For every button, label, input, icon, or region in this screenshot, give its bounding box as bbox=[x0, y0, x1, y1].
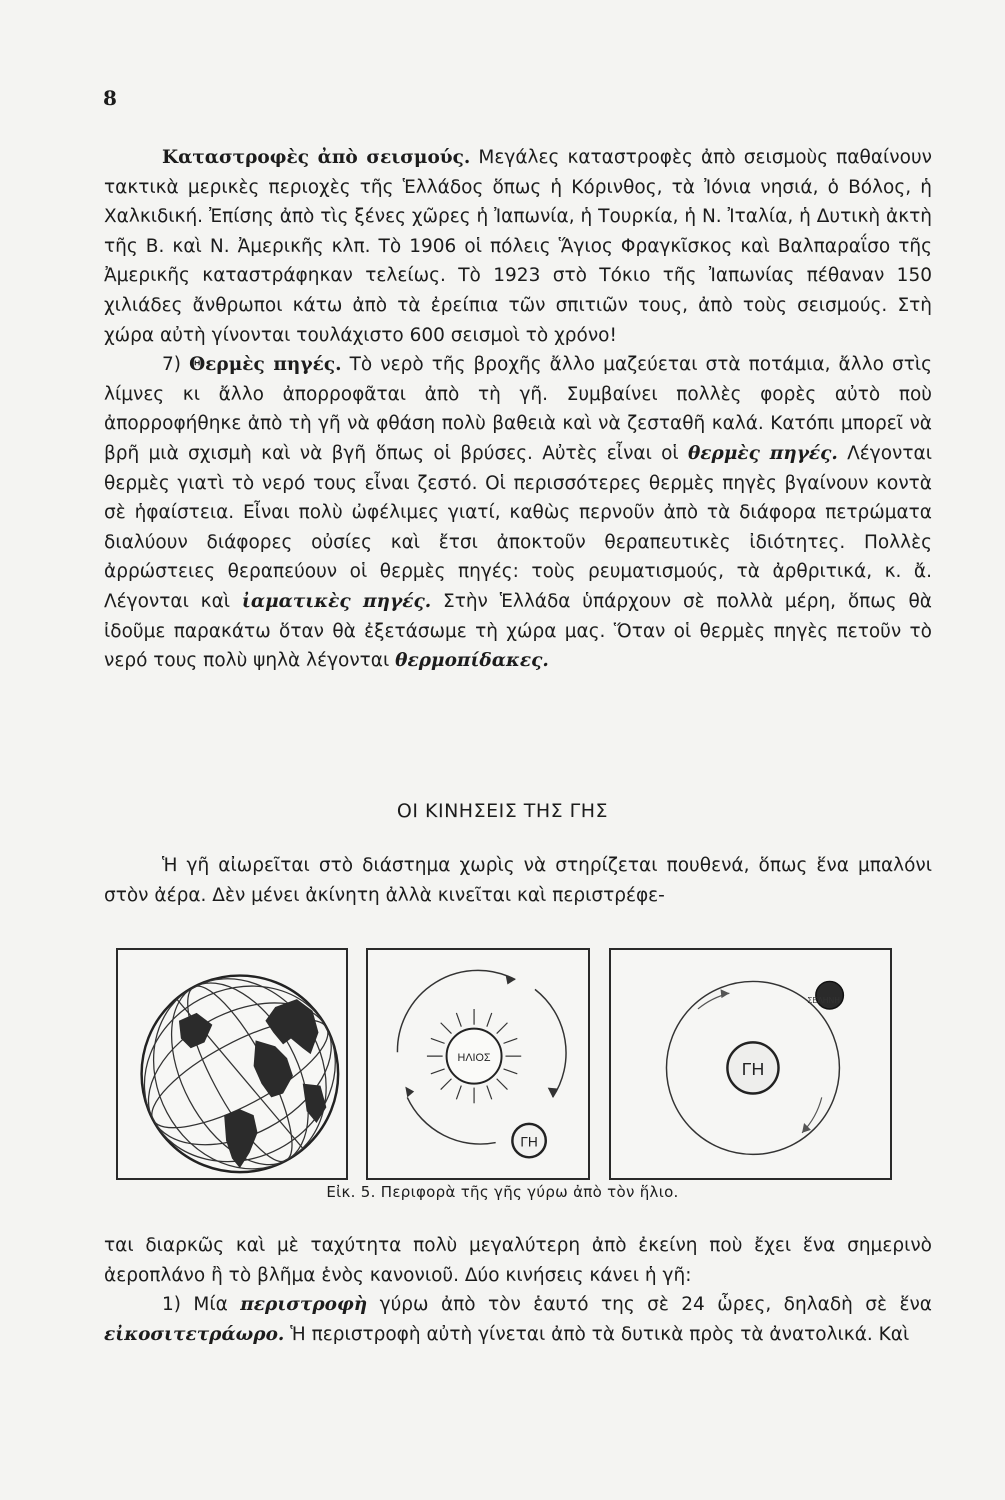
sun-orbit-illustration bbox=[368, 950, 588, 1178]
hot-springs-text-3: Στὴν Ἑλλάδα ὑπάρχουν σὲ πολλὰ μέρη, ὅπως θὰ ἰδοῦμε παρακάτω ὅταν θὰ ἐξετάσωμε τὴ χώρα μας. Ὅταν οἱ θερμὲς πηγὲς πετοῦν τὸ νερό τους πολὺ ψηλὰ λέγονται bbox=[104, 590, 932, 672]
moon-orbit-illustration bbox=[611, 950, 890, 1178]
hot-springs-heading: Θερμὲς πηγές. bbox=[189, 354, 342, 376]
hot-springs-term-1: θερμὲς πηγές. bbox=[687, 442, 838, 464]
hot-springs-term-2: ἰαματικὲς πηγές. bbox=[241, 590, 432, 612]
motions-intro-section bbox=[104, 851, 932, 910]
hot-springs-number: 7) bbox=[162, 354, 181, 376]
day-term: εἰκοσιτετράωρο. bbox=[104, 1323, 285, 1345]
rotation-term: περιστροφὴ bbox=[240, 1294, 368, 1316]
rotation-text-1: γύρω ἀπὸ τὸν ἑαυτό της σὲ 24 ὧρες, δηλαδὴ σὲ ἕνα bbox=[367, 1294, 932, 1316]
earth-center-label: ΓΗ bbox=[741, 1058, 765, 1079]
hot-springs-paragraph bbox=[104, 350, 932, 676]
continuation-paragraph: ται διαρκῶς καὶ μὲ ταχύτητα πολὺ μεγαλύτερη ἀπὸ ἐκείνη ποὺ ἔχει ἕνα σημερινὸ ἀεροπλάνο ἢ τὸ βλῆμα ἑνὸς κανονιοῦ. Δύο κινήσεις κάνει ἡ γῆ: bbox=[104, 1235, 932, 1286]
figure-moon-orbit-panel bbox=[609, 948, 892, 1180]
sun-label: ΗΛΙΟΣ bbox=[457, 1052, 491, 1065]
moon-label: ΣΕΛΗΝΗ bbox=[807, 996, 840, 1006]
moon-orbit-arrow-upper-icon bbox=[721, 989, 730, 998]
earth-orbit-label: ΓΗ bbox=[520, 1134, 538, 1150]
rotation-paragraph bbox=[104, 1290, 932, 1349]
hot-springs-text-2: Λέγονται θερμὲς γιατὶ τὸ νερό τους εἶναι ζεστό. Οἱ περισσότερες θερμὲς πηγὲς βγαίνουν κοντὰ σὲ ἡφαίστεια. Εἶναι πολὺ ὠφέλιμες γιατί, καθὼς περνοῦν ἀπὸ τὰ διάφορα πετρώματα διαλύουν διάφορες οὐσίες καὶ ἔτσι ἀποκτοῦν θεραπευτικὲς ἰδιότητες. Πολλὲς ἀρρώστειες θεραπεύουν οἱ θερμὲς πηγές: τοὺς ρευματισμούς, τὰ ἀρθριτικά, κ. ἄ. Λέγονται καὶ bbox=[104, 442, 932, 612]
motions-intro-paragraph: Ἡ γῆ αἰωρεῖται στὸ διάστημα χωρὶς νὰ στηρίζεται πουθενά, ὅπως ἕνα μπαλόνι στὸν ἀέρα. Δὲν μένει ἀκίνητη ἀλλὰ κινεῖται καὶ περιστρέφε- bbox=[104, 855, 932, 906]
orbit-arc-right bbox=[535, 989, 566, 1097]
continuation-section bbox=[104, 1231, 932, 1349]
hot-springs-text-1: Τὸ νερὸ τῆς βροχῆς ἄλλο μαζεύεται στὰ ποτάμια, ἄλλο στὶς λίμνες κι ἄλλο ἀπορροφᾶται ἀπὸ τὴ γῆ. Συμβαίνει πολλὲς φορὲς αὐτὸ ποὺ ἀπορροφήθηκε ἀπὸ τὴ γῆ νὰ φθάση πολὺ βαθειὰ καὶ νὰ ζεσταθῆ καλά. Κατόπι μπορεῖ νὰ βρῆ μιὰ σχισμὴ καὶ νὰ βγῆ ὅπως οἱ βρύσες. Αὐτὲς εἶναι οἱ bbox=[104, 354, 932, 464]
hot-springs-term-3: θερμοπίδακες. bbox=[395, 650, 549, 672]
earthquakes-paragraph bbox=[104, 143, 932, 350]
rotation-number: 1) Μία bbox=[162, 1294, 228, 1316]
figure-sun-orbit-panel bbox=[366, 948, 590, 1180]
figure-globe-panel bbox=[116, 948, 348, 1180]
rotation-text-2: Ἡ περιστροφὴ αὐτὴ γίνεται ἀπὸ τὰ δυτικὰ πρὸς τὰ ἀνατολικά. Καὶ bbox=[284, 1323, 910, 1345]
section-title: ΟΙ ΚΙΝΗΣΕΙΣ ΤΗΣ ΓΗΣ bbox=[396, 800, 609, 822]
figure-caption: Εἰκ. 5. Περιφορὰ τῆς γῆς γύρω ἀπὸ τὸν ἥλιο. bbox=[326, 1183, 679, 1201]
globe-illustration bbox=[118, 950, 346, 1178]
earthquakes-section bbox=[104, 143, 932, 676]
orbit-arrow-upper-icon bbox=[506, 975, 516, 985]
orbit-arrow-lower-icon bbox=[405, 1087, 414, 1098]
page-number: 8 bbox=[103, 86, 117, 110]
earthquakes-heading: Καταστροφὲς ἀπὸ σεισμούς. bbox=[162, 147, 471, 168]
earthquakes-text: Μεγάλες καταστροφὲς ἀπὸ σεισμοὺς παθαίνουν τακτικὰ μερικὲς περιοχὲς τῆς Ἑλλάδος ὅπως ἡ Κόρινθος, τὰ Ἰόνια νησιά, ὁ Βόλος, ἡ Χαλκιδική. Ἐπίσης ἀπὸ τὶς ξένες χῶρες ἡ Ἰαπωνία, ἡ Τουρκία, ἡ Ν. Ἰταλία, ἡ Δυτικὴ ἀκτὴ τῆς Β. καὶ Ν. Ἀμερικῆς κλπ. Τὸ 1906 οἱ πόλεις Ἅγιος Φραγκῖσκος καὶ Βαλπαραΐσο τῆς Ἀμερικῆς καταστράφηκαν τελείως. Τὸ 1923 στὸ Τόκιο τῆς Ἰαπωνίας πέθαναν 150 χιλιάδες ἄνθρωποι κάτω ἀπὸ τὰ ἐρείπια τῶν σπιτιῶν τους, ἀπὸ τοὺς σεισμούς. Στὴ χώρα αὐτὴ γίνονται τουλάχιστο 600 σεισμοὶ τὸ χρόνο! bbox=[104, 147, 932, 346]
orbit-arc-lower bbox=[407, 1097, 495, 1144]
